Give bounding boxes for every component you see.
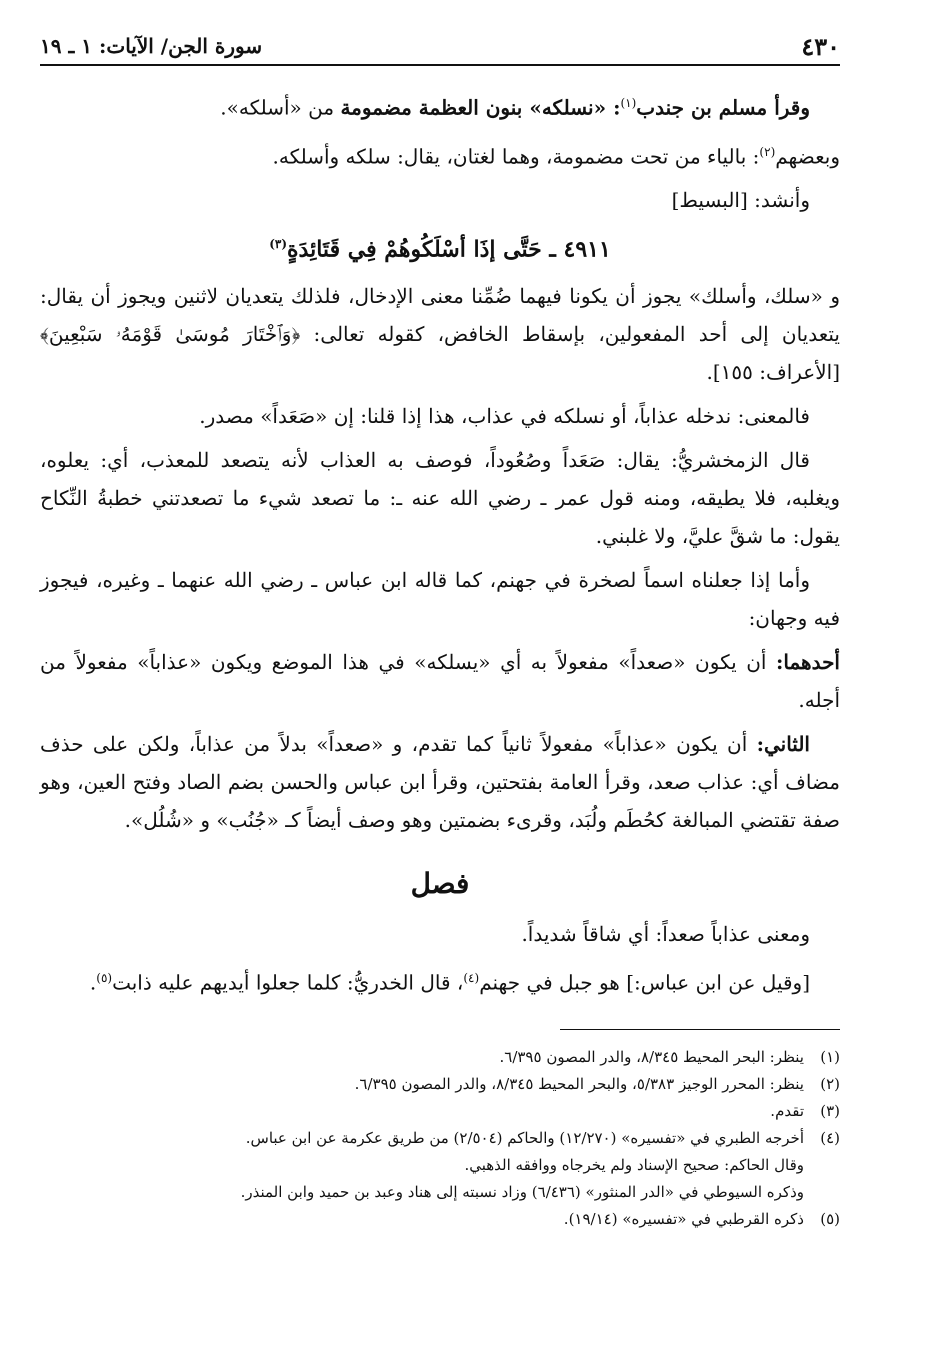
paragraph-6: قال الزمخشريُّ: يقال: صَعَداً وصُعُوداً، فوصف به العذاب لأنه يتصعد للمعذب، أي: يعلوه، ويغلبه، فلا يطيقه، ومنه قول عمر ـ رضي الله عنه ـ: ما تصعد شيء ما تصعدتني خطبةُ النِّكاح يقول: ما شقَّ عليَّ، ولا غلبني. xyxy=(40,447,840,548)
paragraph-11-end: . xyxy=(89,970,97,995)
paragraph-11-start: [وقيل عن ابن عباس:] هو جبل في جهنم xyxy=(479,970,810,995)
footnote-number: (٤) xyxy=(820,1129,840,1148)
footnote-text: وقال الحاكم: صحيح الإسناد ولم يخرجاه ووافقه الذهبي. xyxy=(464,1156,804,1175)
footnote-text: أخرجه الطبري في «تفسيره» (١٢/٢٧٠) والحاكم (٢/٥٠٤) من طريق عكرمة عن ابن عباس. xyxy=(245,1129,804,1148)
footnote xyxy=(40,1125,840,1152)
section-heading: فصل xyxy=(410,866,470,900)
second-aspect-text: أن يكون «عذاباً» مفعولاً ثانياً كما تقدم، و «صعداً» بدلاً من عذاباً، ولكن على حذف مضاف أي: عذاب صعد، وقرأ العامة بفتحتين، وقرأ ابن عباس والحسن بضم الصاد وفتح العين، وهو صفة تقتضي المبالغة كحُطَم ولُبَد، وقرىء بضمتين وهو وصف أيضاً كـ «جُنُب» و «شُلُل». xyxy=(40,731,840,832)
reader-name: وقرأ مسلم بن جندب xyxy=(636,95,810,120)
paragraph-2 xyxy=(40,133,840,176)
footnote-ref-3: (٣) xyxy=(269,237,288,252)
footnote xyxy=(40,1044,840,1071)
paragraph-8 xyxy=(40,643,840,719)
paragraph-9 xyxy=(40,725,840,839)
paragraph-11-middle: ، قال الخدريُّ: كلما جعلوا أيديهم عليه ذابت xyxy=(112,970,464,995)
paragraph-4: و «سلك، وأسلك» يجوز أن يكونا فيهما ضُمِّنا معنى الإدخال، فلذلك يتعديان لاثنين ويجوز أن يقال: يتعديان إلى أحد المفعولين، بإسقاط الخافض، كقوله تعالى: ﴿وَٱخْتَارَ مُوسَىٰ قَوْمَهُۥ سَبْعِينَ﴾ [الأعراف: ١٥٥]. xyxy=(40,283,840,384)
footnote-number: (٣) xyxy=(820,1102,840,1121)
footnote-text: ذكره القرطبي في «تفسيره» (١٩/١٤). xyxy=(563,1210,804,1229)
paragraph-7: وأما إذا جعلناه اسماً لصخرة في جهنم، كما قاله ابن عباس ـ رضي الله عنهما ـ وغيره، فيجوز فيه وجهان: xyxy=(40,567,840,630)
paragraph-3: وأنشد: [البسيط] xyxy=(671,188,810,213)
first-aspect-label: أحدهما: xyxy=(775,649,840,674)
paragraph-1 xyxy=(40,84,840,127)
paragraph-5: فالمعنى: ندخله عذاباً، أو نسلكه في عذاب، هذا إذا قلنا: إن «صَعَداً» مصدر. xyxy=(199,403,810,428)
reading-source: من «أسلكه». xyxy=(220,95,341,120)
chapter-title: سورة الجن/ الآيات: ١ ـ ١٩ xyxy=(40,34,263,58)
footnote-ref-4: (٤) xyxy=(463,970,480,985)
footnotes xyxy=(40,1044,840,1233)
footnote-number: (٢) xyxy=(820,1075,840,1094)
footnote-continuation xyxy=(40,1152,840,1179)
page xyxy=(40,28,840,1233)
verse-text: ٤٩١١ ـ حَتَّى إذَا أسْلَكُوهُمْ فِي قَتَائِدَةٍ xyxy=(287,236,611,263)
paragraph-11 xyxy=(40,959,840,1002)
footnote xyxy=(40,1098,840,1125)
poetry-verse xyxy=(40,225,840,268)
footnote xyxy=(40,1071,840,1098)
footnote-number: (٥) xyxy=(820,1210,840,1229)
paragraph-2-rest: : بالياء من تحت مضمومة، وهما لغتان، يقال: سلكه وأسلكه. xyxy=(272,144,760,169)
footnote-ref-5: (٥) xyxy=(96,970,113,985)
footnote-text: ينظر: البحر المحيط ٨/٣٤٥، والدر المصون ٦/٣٩٥. xyxy=(499,1048,804,1067)
footnote-continuation xyxy=(40,1179,840,1206)
footnote-text: ينظر: المحرر الوجيز ٥/٣٨٣، والبحر المحيط ٨/٣٤٥، والدر المصون ٦/٣٩٥. xyxy=(354,1075,804,1094)
footnote xyxy=(40,1206,840,1233)
paragraph-2-start: وبعضهم xyxy=(775,144,840,169)
paragraph-10: ومعنى عذاباً صعداً: أي شاقاً شديداً. xyxy=(521,921,810,946)
footnote-text: وذكره السيوطي في «الدر المنثور» (٦/٤٣٦) وزاد نسبته إلى هناد وعبد بن حميد وابن المنذر. xyxy=(240,1183,804,1202)
footnote-ref-1: (١) xyxy=(620,96,637,110)
footnote-text: تقدم. xyxy=(770,1102,804,1121)
footnote-divider xyxy=(560,1029,840,1030)
main-text xyxy=(40,84,840,1001)
footnote-ref-2: (٢) xyxy=(759,144,776,159)
second-aspect-label: الثاني: xyxy=(756,731,810,756)
page-header xyxy=(40,28,840,66)
footnote-number: (١) xyxy=(820,1048,840,1067)
first-aspect-text: أن يكون «صعداً» مفعولاً به أي «يسلكه» في هذا الموضع ويكون «عذاباً» مفعولاً من أجله. xyxy=(40,649,840,712)
reading-text: : «نسلكه» بنون العظمة مضمومة xyxy=(340,95,621,120)
page-number: ٤٣٠ xyxy=(801,31,840,61)
